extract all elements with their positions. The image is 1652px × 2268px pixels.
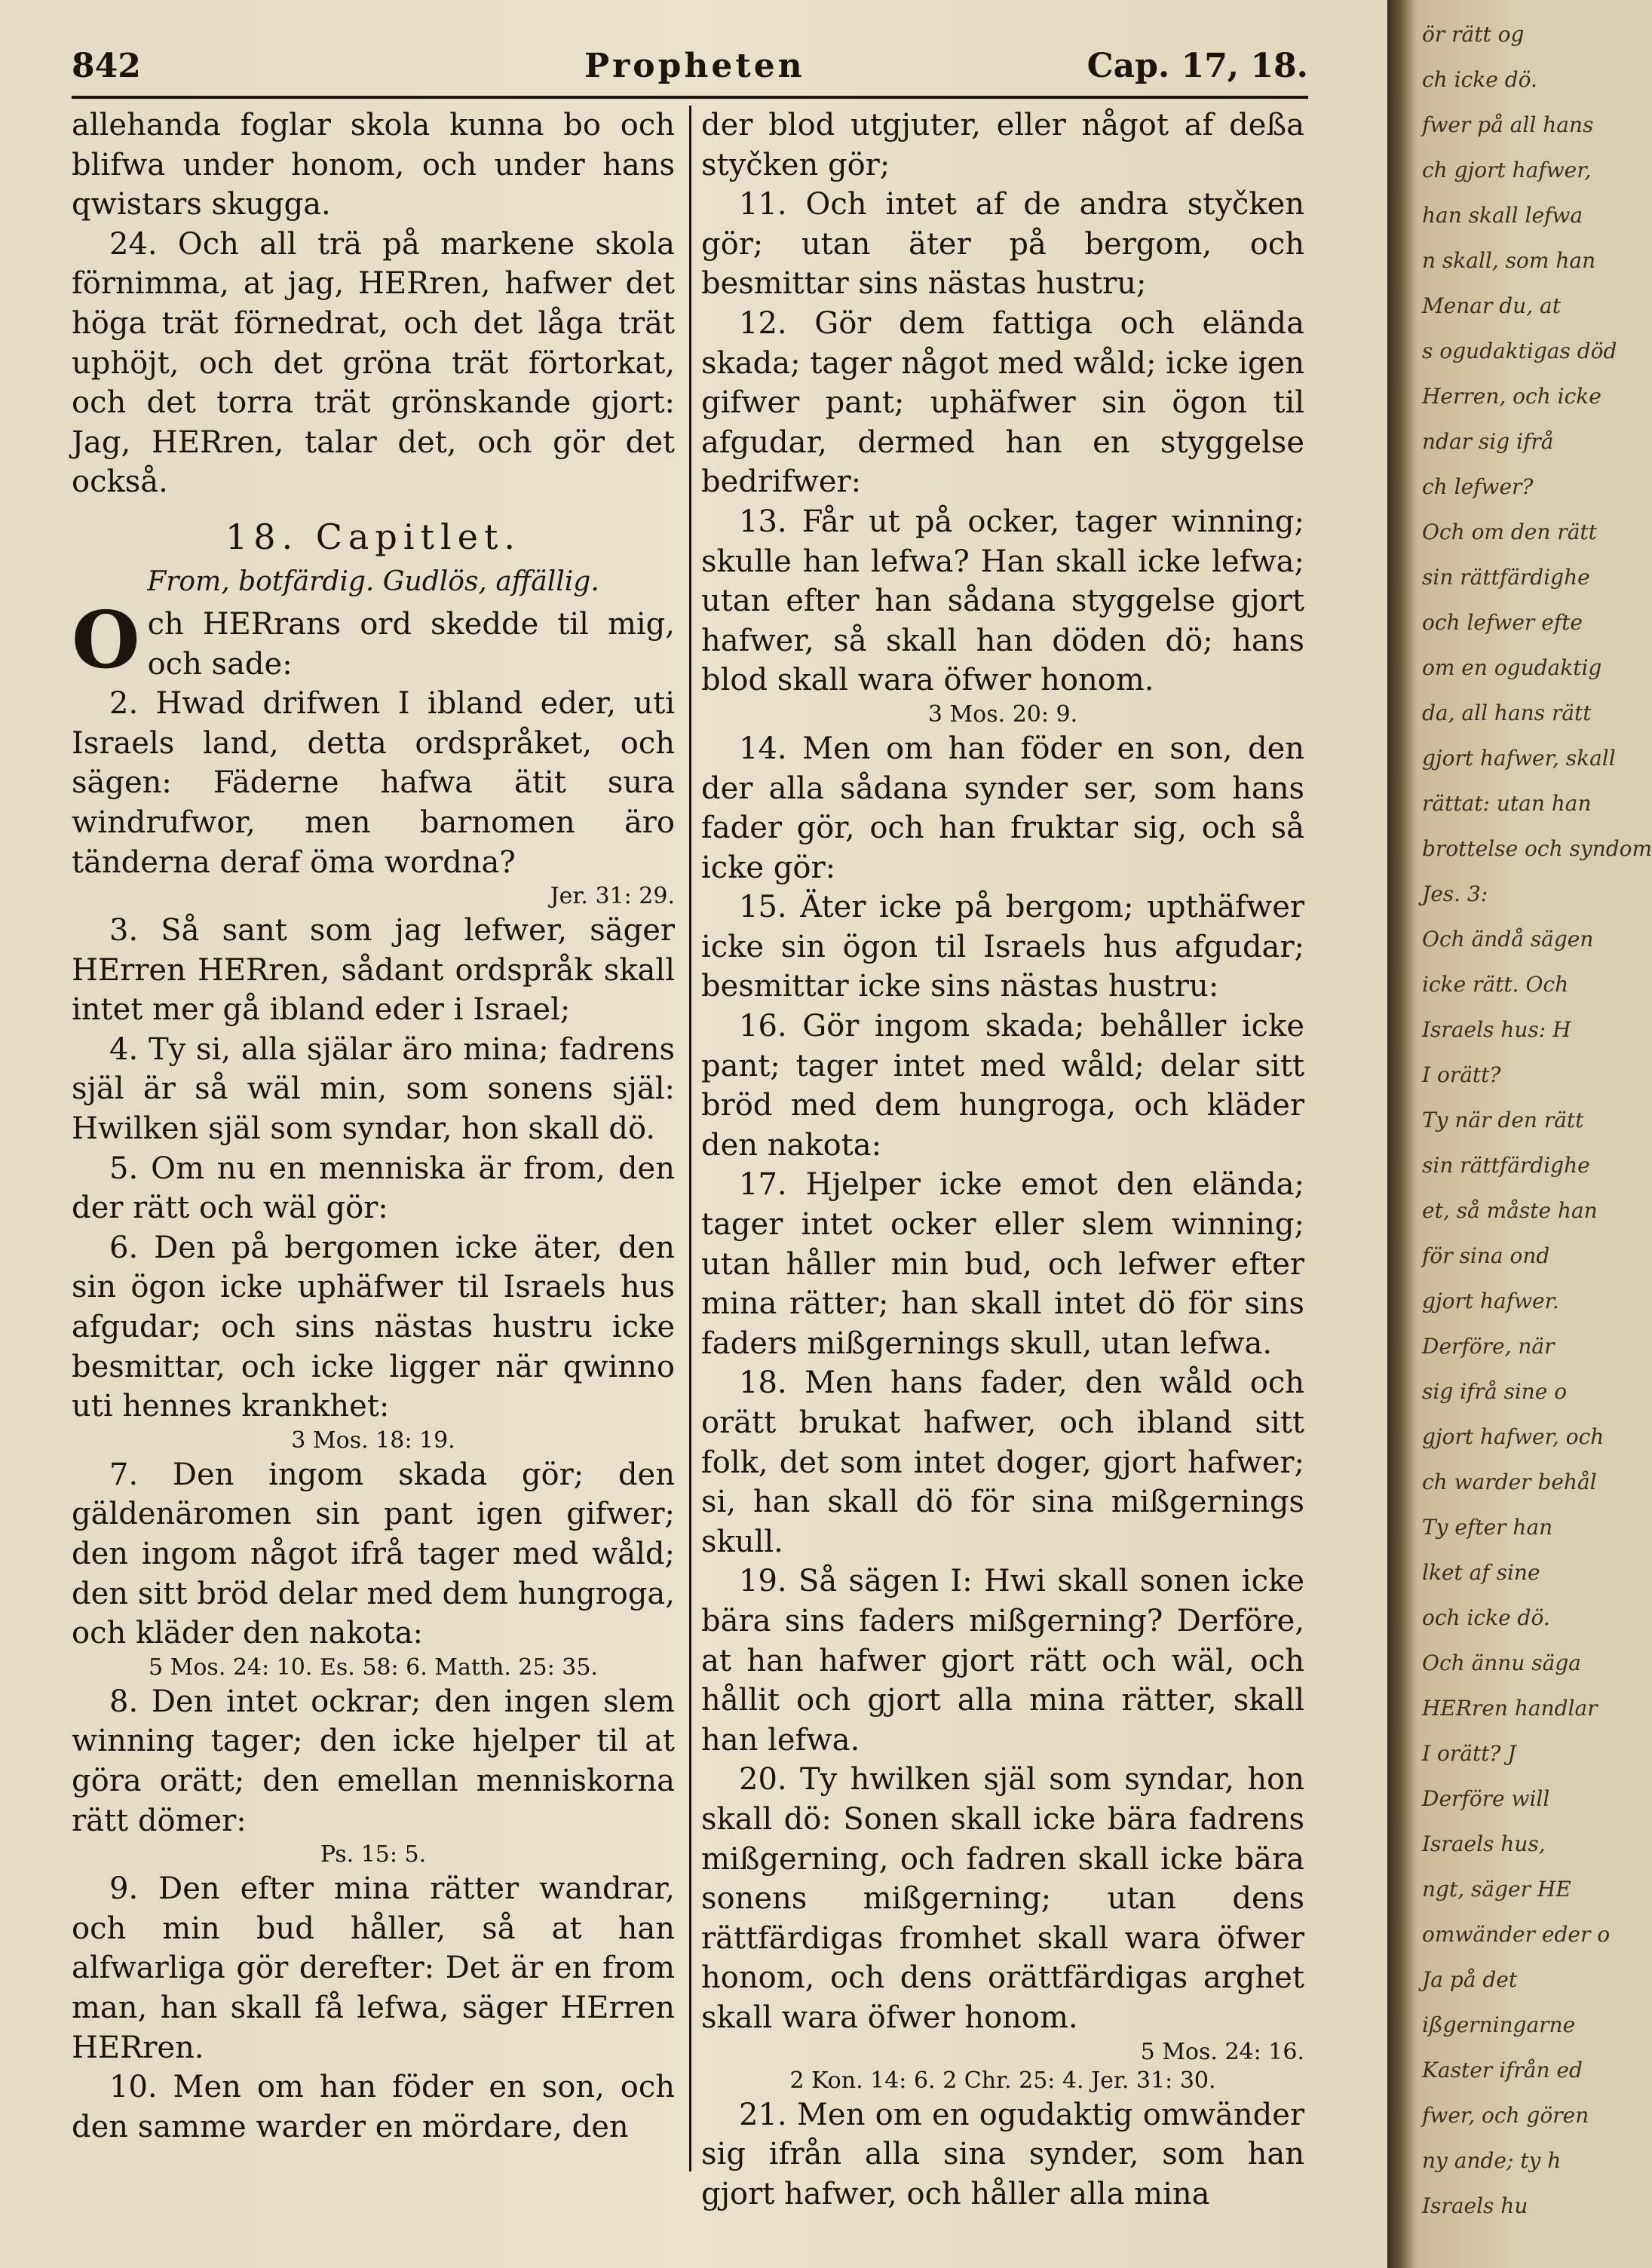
edge-text-line: fwer, och gören [1422, 2103, 1589, 2128]
verse-11: 11. Och intet af de andra styčken gör; utan äter på bergom, och besmittar sins nästas hustru; [701, 187, 1304, 302]
next-page-edge [1387, 0, 1652, 2268]
verse-15: 15. Äter icke på bergom; upthäfwer icke sin ögon til Israels hus afgudar; besmittar icke sins nästas hustru: [701, 890, 1304, 1004]
edge-text-line: ndar sig ifrå [1422, 429, 1554, 454]
edge-text-line: gjort hafwer, och [1422, 1424, 1604, 1449]
verse-7: 7. Den ingom skada gör; den gäldenäromen sin pant igen gifwer; den ingom något ifrå tager med wåld; den sitt bröd delar med dem hungroga, och kläder den nakota: [72, 1457, 675, 1651]
edge-text-line: Och ännu säga [1422, 1650, 1581, 1675]
chapter-reference: Cap. 17, 18. [1087, 47, 1308, 85]
verse-3: 3. Så sant som jag lefwer, säger HErren HERren, sådant ordspråk skall intet mer gå ibland eder i Israel; [72, 913, 675, 1028]
edge-text-line: Herren, och icke [1422, 384, 1601, 409]
edge-text-line: brottelse och syndom [1422, 836, 1652, 861]
cross-reference: Ps. 15: 5. [320, 1841, 427, 1868]
running-title: Propheten [584, 47, 805, 85]
edge-text-line: ch icke dö. [1422, 67, 1537, 92]
edge-text-line: Israels hus: H [1422, 1017, 1571, 1042]
verse-12: 12. Gör dem fattiga och elända skada; tager något med wåld; icke igen gifwer pant; uphäfwer sin ögon til afgudar, dermed han en styggelse bedrifwer: [701, 305, 1304, 500]
verse-19: 19. Så sägen I: Hwi skall sonen icke bära sins faders mißgerning? Derföre, at han hafwer gjort rätt och wäl, och hållit och gjort alla mina rätter, skall han lefwa. [701, 1564, 1304, 1758]
edge-text-line: för sina ond [1422, 1243, 1550, 1268]
edge-text-line: n skall, som han [1422, 248, 1596, 273]
edge-text-line: gjort hafwer. [1422, 1289, 1559, 1313]
edge-text-line: I orätt? J [1422, 1741, 1516, 1766]
verse-4: 4. Ty si, alla själar äro mina; fadrens själ är så wäl min, som sonens själ: Hwilken själ som syndar, hon skall dö. [72, 1031, 675, 1147]
edge-text-line: sig ifrå sine o [1422, 1379, 1568, 1404]
edge-text-line: icke rätt. Och [1422, 972, 1569, 997]
verse-9: 9. Den efter mina rätter wandrar, och min bud håller, så at han alfwarliga gör derefter: Det är en from man, han skall få lefwa, säger HErren HERren. [72, 1871, 675, 2065]
edge-text-line: lket af sine [1422, 1560, 1540, 1585]
edge-text-line: ngt, säger HE [1422, 1877, 1571, 1902]
edge-text-line: Och om den rätt [1422, 519, 1597, 544]
edge-text-line: Derföre will [1422, 1786, 1550, 1811]
edge-text-line: ch lefwer? [1422, 474, 1534, 499]
chapter-summary: From, botfärdig. Gudlös, affällig. [147, 565, 599, 597]
right-column [701, 106, 1304, 2214]
page-header [72, 47, 1308, 92]
chapter-heading: 18. Capitlet. [225, 516, 522, 557]
edge-text-line: ch warder behål [1422, 1470, 1597, 1494]
edge-text-line: sin rättfärdighe [1422, 565, 1590, 590]
edge-text-line: ör rätt og [1422, 22, 1525, 47]
verse-18: 18. Men hans fader, den wåld och orätt brukat hafwer, och ibland sitt folk, det som intet doger, gjort hafwer; si, han skall dö för sina mißgernings skull. [701, 1365, 1304, 1559]
edge-text-line: Menar du, at [1422, 293, 1561, 318]
edge-text-line: I orätt? [1422, 1062, 1501, 1087]
edge-text-line: HERren handlar [1422, 1696, 1598, 1721]
verse-1 [72, 593, 675, 686]
left-column [72, 106, 675, 2147]
edge-text-line: Israels hu [1422, 2193, 1528, 2218]
verse-14: 14. Men om han föder en son, den der alla sådana synder ser, som hans fader gör, och han fruktar sig, och så icke gör: [701, 731, 1304, 885]
verse-6: 6. Den på bergomen icke äter, den sin ögon icke uphäfwer til Israels hus afgudar; och sins nästas hustru icke besmittar, och icke ligger när qwinno uti hennes krankhet: [72, 1230, 675, 1424]
verse-10: 10. Men om han föder en son, och den samme warder en mördare, den [72, 2070, 675, 2144]
verse-1-text: ch HERrans ord skedde til mig, och sade: [147, 606, 675, 682]
edge-text-line: Jes. 3: [1422, 881, 1488, 906]
edge-text-line: fwer på all hans [1422, 112, 1594, 137]
verse-5: 5. Om nu en menniska är from, den der rätt och wäl gör: [72, 1151, 675, 1226]
edge-text-line: Derföre, när [1422, 1334, 1555, 1359]
verse-13: 13. Får ut på ocker, tager winning; skulle han lefwa? Han skall icke lefwa; utan efter han sådana styggelse gjort hafwer, så skall han döden dö; hans blod skall wara öfwer honom. [701, 504, 1304, 698]
column-divider [689, 106, 691, 2171]
edge-text-line: och lefwer efte [1422, 610, 1583, 635]
verse-24: 24. Och all trä på markene skola förnimma, at jag, HERren, hafwer det höga trät förnedrat, och det låga trät uphöjt, och det gröna trät förtorkat, och det torra trät grönskande gjort: Jag, HERren, talar det, och gör det också. [72, 226, 675, 500]
verse-continuation: der blod utgjuter, eller något af deßa styčken gör; [701, 108, 1304, 182]
edge-text-line: omwänder eder o [1422, 1922, 1611, 1947]
cross-reference: 5 Mos. 24: 16. [1140, 2038, 1304, 2065]
edge-text-line: et, så måste han [1422, 1198, 1598, 1223]
cross-reference: 5 Mos. 24: 10. Es. 58: 6. Matth. 25: 35. [149, 1653, 598, 1681]
page-number: 842 [72, 47, 141, 85]
edge-text-line: Ty när den rätt [1422, 1108, 1584, 1132]
cross-reference: 2 Kon. 14: 6. 2 Chr. 25: 4. Jer. 31: 30. [789, 2067, 1216, 2094]
verse-8: 8. Den intet ockrar; den ingen slem winning tager; den icke hjelper til at göra orätt; den emellan menniskorna rätt dömer: [72, 1684, 675, 1838]
verse-20: 20. Ty hwilken själ som syndar, hon skall dö: Sonen skall icke bära fadrens mißgerning, och fadren skall icke bära sonens mißgerning; utan dens rättfärdigas fromhet skall wara öfwer honom, och dens orättfärdigas arghet skall wara öfwer honom. [701, 1762, 1304, 2035]
header-rule [72, 96, 1308, 99]
edge-text-line: ißgerningarne [1422, 2012, 1576, 2037]
edge-text-line: gjort hafwer, skall [1422, 746, 1616, 771]
edge-text-line: rättat: utan han [1422, 791, 1592, 816]
edge-text-line: ch gjort hafwer, [1422, 158, 1592, 182]
edge-text-line: Ja på det [1422, 1967, 1518, 1992]
edge-text-line: Ty efter han [1422, 1515, 1553, 1540]
edge-text-line: om en ogudaktig [1422, 655, 1602, 680]
verse-2: 2. Hwad drifwen I ibland eder, uti Israels land, detta ordspråket, och sägen: Fäderne hafwa ätit sura windrufwor, men barnomen äro tänderna deraf öma wordna? [72, 686, 675, 880]
cross-reference: 3 Mos. 20: 9. [927, 700, 1078, 728]
edge-text-line: Israels hus, [1422, 1831, 1546, 1856]
drop-cap: O [72, 593, 140, 686]
edge-text-line: s ogudaktigas död [1422, 339, 1617, 363]
verse-17: 17. Hjelper icke emot den elända; tager intet ocker eller slem winning; utan håller min bud, och lefwer efter mina rätter; han skall intet dö för sins faders mißgernings skull, utan lefwa. [701, 1167, 1304, 1361]
edge-text-line: Kaster ifrån ed [1422, 2058, 1583, 2083]
cross-reference: 3 Mos. 18: 19. [291, 1427, 455, 1454]
cross-reference: Jer. 31: 29. [550, 883, 675, 910]
verse-21: 21. Men om en ogudaktig omwänder sig ifrån alla sina synder, som han gjort hafwer, och håller alla mina [701, 2097, 1304, 2211]
edge-text-line: da, all hans rätt [1422, 700, 1592, 725]
edge-text-line: och icke dö. [1422, 1605, 1550, 1630]
edge-text-line: ny ande; ty h [1422, 2148, 1562, 2173]
verse-16: 16. Gör ingom skada; behåller icke pant; tager intet med wåld; delar sitt bröd med dem hungroga, och kläder den nakota: [701, 1009, 1304, 1163]
edge-text-line: sin rättfärdighe [1422, 1153, 1590, 1178]
edge-text-line: han skall lefwa [1422, 203, 1583, 228]
edge-text-line: Och ändå sägen [1422, 927, 1594, 952]
verse-continuation: allehanda foglar skola kunna bo och blifwa under honom, och under hans qwistars skugga. [72, 108, 675, 222]
